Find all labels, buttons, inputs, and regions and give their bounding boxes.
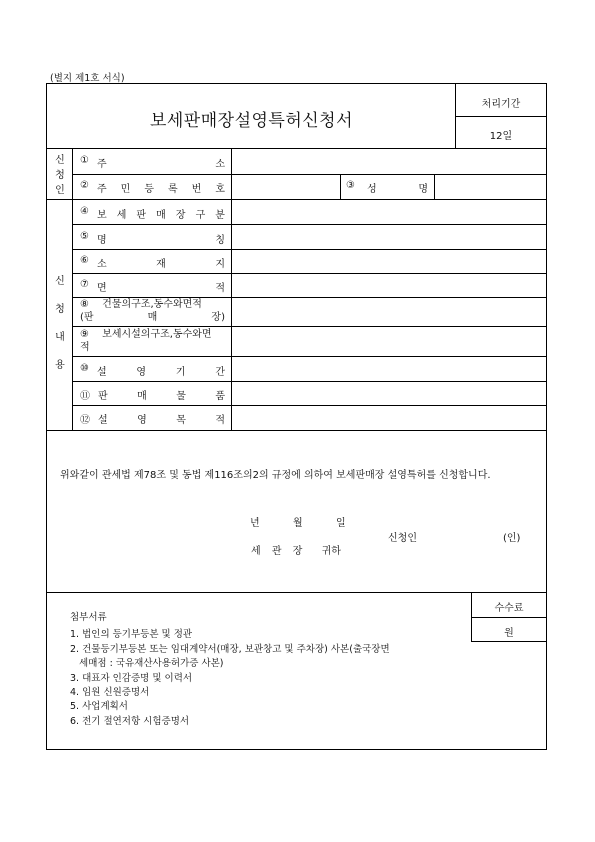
divider (340, 174, 341, 199)
processing-period-value: 12일 (489, 131, 513, 142)
divider (72, 356, 546, 357)
date-day: 일 (336, 518, 346, 529)
attachment-item: 5. 사업계획서 (70, 701, 128, 712)
date-year: 년 (250, 518, 260, 529)
purpose-label: ⑫ 설 영 목 적 (80, 415, 225, 426)
address-label: ① 주 소 (80, 155, 225, 170)
bonded-facility-label-line2: 적 (80, 342, 90, 353)
attachment-item: 세매점 : 국유재산사용허가증 사본) (70, 658, 224, 669)
attachment-item: 2. 건물등기부등본 또는 임대계약서(매장, 보관창고 및 주차장) 사본(출국장면 (70, 644, 390, 655)
addressee: 세 관 장 귀하 (251, 546, 341, 557)
divider (471, 641, 546, 642)
divider (47, 430, 546, 431)
location-label: ⑥ 소 재 지 (80, 255, 225, 270)
address-input[interactable] (233, 150, 544, 172)
attachment-item: 1. 법인의 등기부등본 및 정관 (70, 629, 193, 640)
declaration-text: 위와같이 관세법 제78조 및 동법 제116조의2의 규정에 의하여 보세판매장 설영특허를 신청합니다. (60, 470, 491, 481)
store-name-label: ⑤ 명 칭 (80, 231, 225, 246)
divider (47, 148, 546, 149)
building-structure-input[interactable] (233, 299, 544, 325)
divider (72, 273, 546, 274)
fee-label: 수수료 (494, 603, 524, 614)
name-input[interactable] (436, 176, 544, 198)
store-name-input[interactable] (233, 226, 544, 248)
resident-no-label: ② 주 민 등 록 번 호 (80, 180, 225, 195)
form-title: 보세판매장설영특허신청서 (149, 111, 354, 131)
store-type-label: ④ 보 세 판 매 장 구 분 (80, 206, 225, 221)
content-group-label: 신청내용 (55, 276, 65, 371)
divider (72, 174, 546, 175)
attachment-item: 4. 임원 신원증명서 (70, 687, 150, 698)
divider (231, 148, 232, 430)
area-input[interactable] (233, 275, 544, 297)
location-input[interactable] (233, 251, 544, 273)
divider (72, 249, 546, 250)
seal-mark: (인) (503, 533, 521, 544)
divider (72, 381, 546, 382)
goods-label: ⑪ 판 매 물 품 (80, 391, 225, 402)
building-structure-label: ⑧ 건물의구조,동수와면적 (80, 299, 202, 310)
building-structure-label-line2: (판 매 장) (80, 312, 225, 323)
attachment-item: 3. 대표자 인감증명 및 이력서 (70, 673, 193, 684)
fee-unit: 원 (504, 628, 514, 639)
bonded-facility-label: ⑨ 보세시설의구조,동수와면 (80, 329, 212, 340)
divider (72, 224, 546, 225)
divider (72, 297, 546, 298)
date-month: 월 (293, 518, 303, 529)
form-number-label: (별지 제1호 서식) (50, 73, 125, 84)
divider (47, 199, 546, 200)
resident-no-input[interactable] (233, 176, 338, 198)
operation-period-input[interactable] (233, 358, 544, 380)
purpose-input[interactable] (233, 407, 544, 429)
processing-period-label: 처리기간 (481, 99, 521, 110)
divider (471, 617, 546, 618)
attachments-heading: 첨부서류 (70, 612, 107, 623)
attachment-item: 6. 전기 절연저항 시험증명서 (70, 716, 190, 727)
name-label: ③ 성 명 (346, 180, 428, 195)
goods-input[interactable] (233, 383, 544, 405)
area-label: ⑦ 면 적 (80, 279, 225, 294)
divider (72, 326, 546, 327)
applicant-sign-label: 신청인 (388, 533, 417, 544)
divider (72, 148, 73, 430)
store-type-input[interactable] (233, 201, 544, 223)
applicant-group-label: 신청인 (55, 155, 65, 196)
divider (72, 405, 546, 406)
divider (434, 174, 435, 199)
bonded-facility-input[interactable] (233, 328, 544, 354)
divider (455, 116, 546, 117)
operation-period-label: ⑩ 설 영 기 간 (80, 363, 225, 378)
